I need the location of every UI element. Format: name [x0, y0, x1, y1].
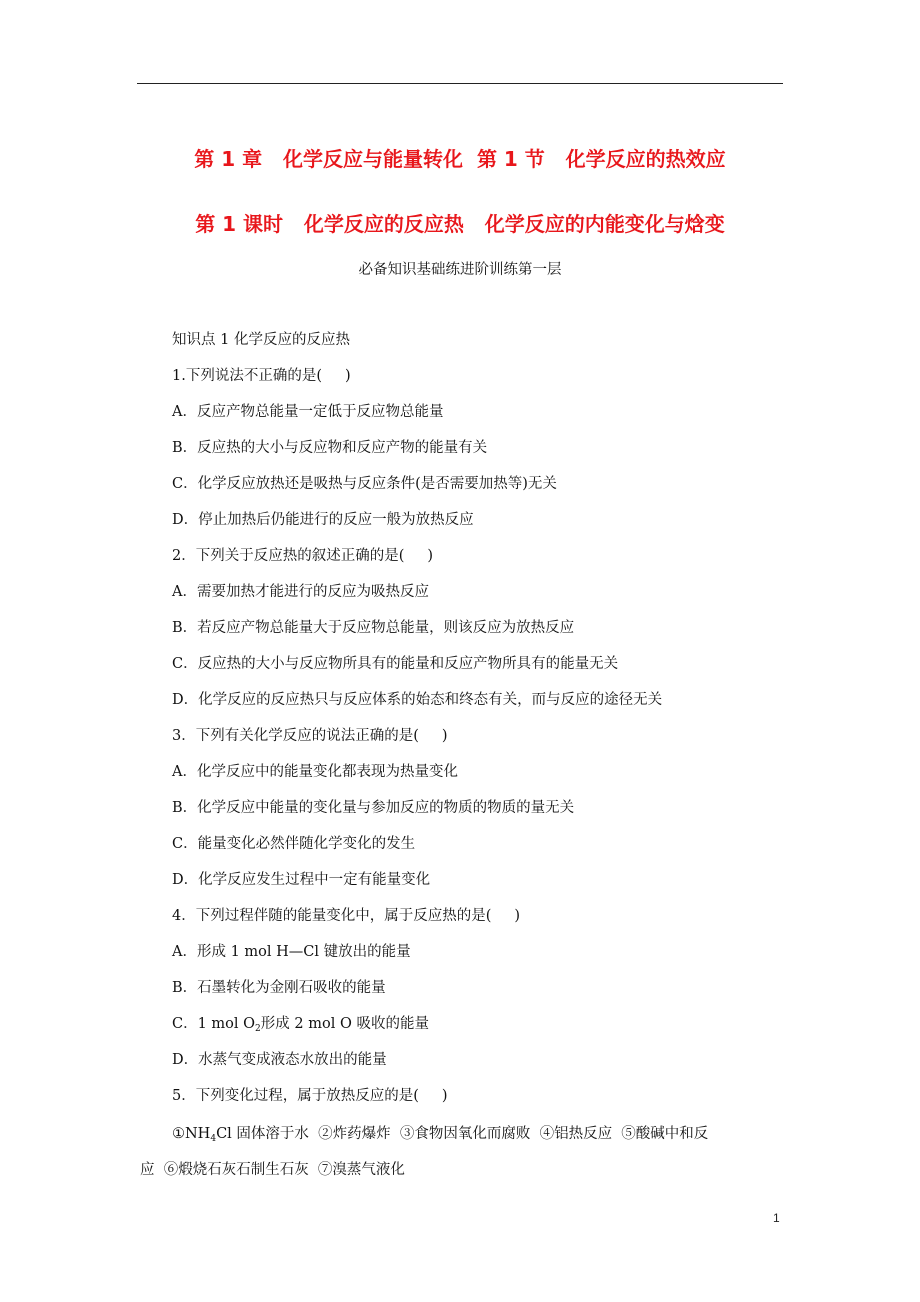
- q4-option-a: A．形成 1 mol H—Cl 键放出的能量: [172, 944, 411, 960]
- q5-options-subscript: 4: [210, 1134, 217, 1144]
- q5-options-post: Cl 固体溶于水 ②炸药爆炸 ③食物因氧化而腐败 ④铝热反应 ⑤酸碱中和反: [216, 1126, 709, 1142]
- q5-options-pre: ①NH: [172, 1126, 211, 1142]
- q2-option-b: B．若反应产物总能量大于反应物总能量，则该反应为放热反应: [172, 620, 575, 636]
- q1-option-c: C．化学反应放热还是吸热与反应条件(是否需要加热等)无关: [172, 476, 557, 492]
- q3-option-b: B．化学反应中能量的变化量与参加反应的物质的物质的量无关: [172, 800, 575, 816]
- q4-option-c: [172, 1014, 429, 1039]
- q5-stem: 5．下列变化过程，属于放热反应的是( ): [172, 1088, 448, 1104]
- q4-stem: 4．下列过程伴随的能量变化中，属于反应热的是( ): [172, 908, 521, 924]
- q1-option-b: B．反应热的大小与反应物和反应产物的能量有关: [172, 440, 488, 456]
- section-heading: 知识点 1 化学反应的反应热: [172, 332, 350, 348]
- q4-option-c-post: 形成 2 mol O 吸收的能量: [260, 1016, 429, 1032]
- lesson-title: 第 1 课时 化学反应的反应热 化学反应的内能变化与焓变: [195, 212, 725, 236]
- q3-option-a: A．化学反应中的能量变化都表现为热量变化: [172, 764, 458, 780]
- subtitle: 必备知识基础练进阶训练第一层: [358, 262, 562, 278]
- q3-option-c: C．能量变化必然伴随化学变化的发生: [172, 836, 416, 852]
- q4-option-c-subscript: 2: [255, 1024, 261, 1034]
- q1-option-a: A．反应产物总能量一定低于反应物总能量: [172, 404, 444, 420]
- q3-option-d: D．化学反应发生过程中一定有能量变化: [172, 872, 431, 888]
- q4-option-c-pre: C．1 mol O: [172, 1016, 256, 1032]
- q5-options-wrap: 应 ⑥煅烧石灰石制生石灰 ⑦溴蒸气液化: [140, 1162, 405, 1178]
- q1-option-d: D．停止加热后仍能进行的反应一般为放热反应: [172, 512, 474, 528]
- page-number: 1: [773, 1211, 780, 1225]
- q1-stem: 1.下列说法不正确的是( ): [172, 368, 351, 384]
- q2-option-c: C．反应热的大小与反应物所具有的能量和反应产物所具有的能量无关: [172, 656, 619, 672]
- q4-option-d: D．水蒸气变成液态水放出的能量: [172, 1052, 387, 1068]
- q5-options: [172, 1124, 708, 1149]
- q2-option-d: D．化学反应的反应热只与反应体系的始态和终态有关，而与反应的途径无关: [172, 692, 663, 708]
- q4-option-b: B．石墨转化为金刚石吸收的能量: [172, 980, 386, 996]
- q2-option-a: A．需要加热才能进行的反应为吸热反应: [172, 584, 429, 600]
- q2-stem: 2．下列关于反应热的叙述正确的是( ): [172, 548, 434, 564]
- q3-stem: 3．下列有关化学反应的说法正确的是( ): [172, 728, 448, 744]
- chapter-title: 第 1 章 化学反应与能量转化 第 1 节 化学反应的热效应: [194, 147, 726, 171]
- header-rule: [137, 83, 783, 84]
